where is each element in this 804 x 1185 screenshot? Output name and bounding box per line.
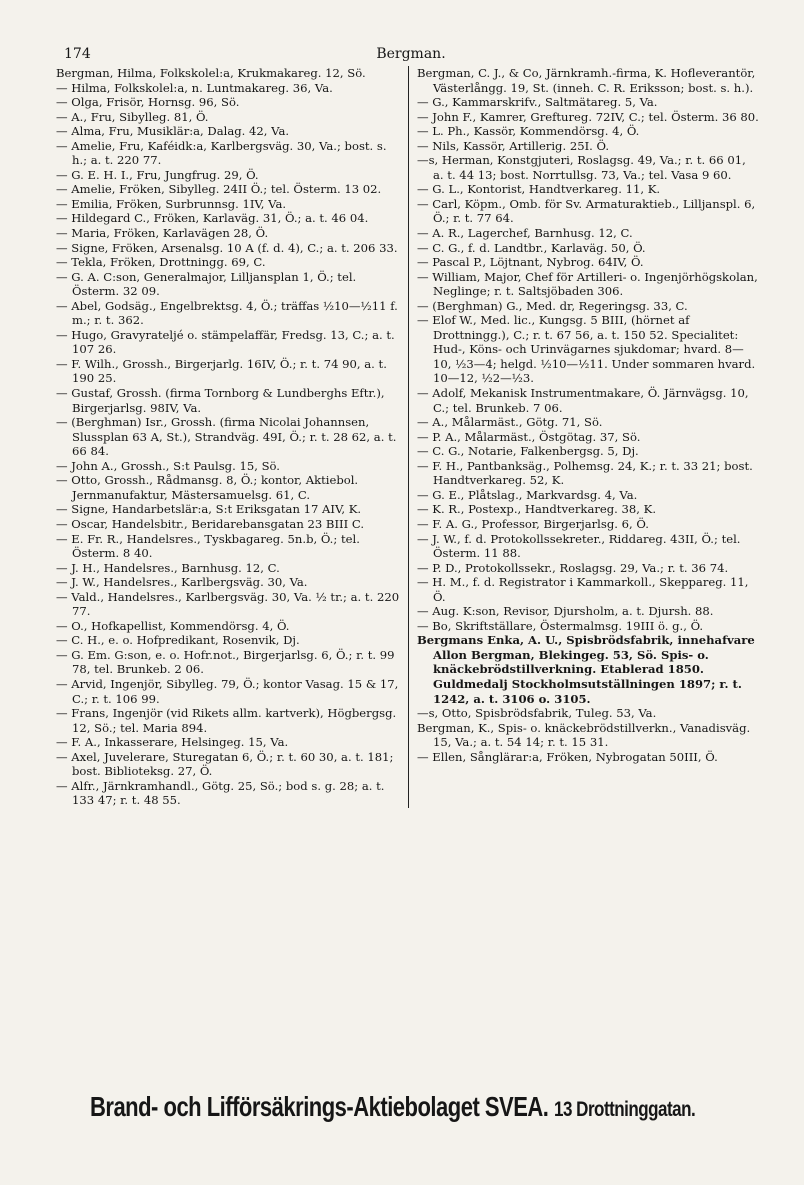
- directory-entry: — G. Em. G:son, e. o. Hofr.not., Birgerjarlsg. 6, Ö.; r. t. 99 78, tel. Brunkeb. 2 06.: [56, 647, 399, 677]
- left-column: [56, 66, 408, 808]
- directory-entry: — Signe, Fröken, Arsenalsg. 10 A (f. d. 4), C.; a. t. 206 33.: [56, 240, 398, 255]
- directory-entry: — G. E. H. I., Fru, Jungfrug. 29, Ö.: [56, 167, 259, 182]
- directory-entry: — K. R., Postexp., Handtverkareg. 38, K.: [417, 502, 657, 517]
- directory-entry: Bergman, K., Spis- o. knäckebrödstillverkn., Vanadisväg. 15, Va.; a. t. 54 14; r. t. 15 31.: [417, 720, 754, 750]
- directory-entry: — C. H., e. o. Hofpredikant, Rosenvik, Dj.: [56, 633, 300, 648]
- directory-entry: — Hilma, Folkskolel:a, n. Luntmakareg. 36, Va.: [56, 80, 333, 95]
- directory-entry: — Oscar, Handelsbitr., Beridarebansgatan 23 BIII C.: [56, 516, 365, 531]
- directory-entry: — Bo, Skriftställare, Östermalmsg. 19III ö. g., Ö.: [417, 618, 704, 633]
- directory-entry: — A. R., Lagerchef, Barnhusg. 12, C.: [417, 226, 633, 241]
- directory-entry: — J. W., Handelsres., Karlbergsväg. 30, Va.: [56, 575, 308, 590]
- directory-entry: — G. E., Plåtslag., Markvardsg. 4, Va.: [417, 487, 638, 502]
- directory-entry: — Adolf, Mekanisk Instrumentmakare, Ö. Järnvägsg. 10, C.; tel. Brunkeb. 7 06.: [417, 386, 753, 415]
- directory-entry: — F. A. G., Professor, Birgerjarlsg. 6, Ö.: [417, 516, 649, 531]
- directory-entry: — Abel, Godsäg., Engelbrektsg. 4, Ö.; träffas ½10—½11 f. m.; r. t. 362.: [56, 298, 402, 328]
- directory-entry: — Elof W., Med. lic., Kungsg. 5 BIII, (hörnet af Drottningg.), C.; r. t. 67 56, a. t. 150 52. Specialitet: Hud-, Köns- och Urinvägarnes sjukdomar; hvard. 8—10, ½3—4; helgd. ½10—½11. Under sommaren hvard. 10—12, ½2—½3.: [417, 313, 759, 386]
- directory-entry: — J. H., Handelsres., Barnhusg. 12, C.: [56, 560, 280, 575]
- directory-entry: — G. A. C:son, Generalmajor, Lilljansplan 1, Ö.; tel. Österm. 32 09.: [56, 269, 360, 299]
- directory-entry: — J. W., f. d. Protokollssekreter., Riddareg. 43II, Ö.; tel. Österm. 11 88.: [417, 531, 745, 561]
- footer-address: 13 Drottninggatan.: [554, 1097, 696, 1121]
- directory-entry: — Pascal P., Löjtnant, Nybrog. 64IV, Ö.: [417, 255, 644, 270]
- directory-entry: — P. A., Målarmäst., Östgötag. 37, Sö.: [417, 429, 641, 444]
- directory-entry: — Signe, Handarbetslär:a, S:t Eriksgatan 17 AIV, K.: [56, 502, 362, 517]
- right-column: [408, 66, 760, 808]
- directory-entry: — Alfr., Järnkramhandl., Götg. 25, Sö.; bod s. g. 28; a. t. 133 47; r. t. 48 55.: [56, 778, 389, 808]
- directory-entry: — John A., Grossh., S:t Paulsg. 15, Sö.: [56, 458, 280, 473]
- page-header: [56, 40, 766, 62]
- directory-entry: Bergman, C. J., & Co, Järnkramh.-firma, K. Hofleverantör, Västerlångg. 19, St. (inneh. C. R. Eriksson; bost. s. h.).: [417, 66, 759, 95]
- directory-entry: — Nils, Kassör, Artillerig. 25I. Ö.: [417, 138, 610, 153]
- directory-entry: — Gustaf, Grossh. (firma Tornborg & Lundberghs Eftr.), Birgerjarlsg. 98IV, Va.: [56, 386, 389, 415]
- directory-entry: — A., Målarmäst., Götg. 71, Sö.: [417, 415, 603, 430]
- directory-entry: — Vald., Handelsres., Karlbergsväg. 30, Va. ½ tr.; a. t. 220 77.: [56, 589, 403, 619]
- directory-entry: — Ellen, Sånglärar:a, Fröken, Nybrogatan 50III, Ö.: [417, 749, 718, 764]
- directory-entry: — F. A., Inkasserare, Helsingeg. 15, Va.: [56, 735, 289, 750]
- directory-entry: — G. L., Kontorist, Handtverkareg. 11, K.: [417, 182, 661, 197]
- directory-entry: — E. Fr. R., Handelsres., Tyskbagareg. 5n.b, Ö.; tel. Österm. 8 40.: [56, 531, 364, 561]
- directory-entry: — C. G., Notarie, Falkenbergsg. 5, Dj.: [417, 444, 639, 459]
- advertisement-footer: [90, 1091, 695, 1124]
- directory-entry: — (Berghman) G., Med. dr, Regeringsg. 33, C.: [417, 298, 688, 313]
- directory-columns: [56, 66, 766, 808]
- directory-entry: — Maria, Fröken, Karlavägen 28, Ö.: [56, 226, 269, 241]
- directory-entry: — O., Hofkapellist, Kommendörsg. 4, Ö.: [56, 618, 290, 633]
- directory-entry: — G., Kammarskrifv., Saltmätareg. 5, Va.: [417, 95, 658, 110]
- directory-entry: —s, Herman, Konstgjuteri, Roslagsg. 49, Va.; r. t. 66 01, a. t. 44 13; bost. Norrtullsg. 73, Va.; tel. Vasa 9 60.: [417, 153, 750, 182]
- directory-entry: — William, Major, Chef för Artilleri- o. Ingenjörhögskolan, Neglinge; r. t. Saltsjöbaden 306.: [417, 269, 762, 299]
- directory-entry: — Axel, Juvelerare, Sturegatan 6, Ö.; r. t. 60 30, a. t. 181; bost. Biblioteksg. 27, Ö.: [56, 749, 398, 779]
- directory-entry: — John F., Kamrer, Greftureg. 72IV, C.; tel. Österm. 36 80.: [417, 109, 759, 124]
- directory-entry: —s, Otto, Spisbrödsfabrik, Tuleg. 53, Va.: [417, 706, 657, 721]
- directory-entry: — Aug. K:son, Revisor, Djursholm, a. t. Djursh. 88.: [417, 604, 714, 619]
- directory-entry: — A., Fru, Sibylleg. 81, Ö.: [56, 109, 209, 124]
- directory-entry: Bergmans Enka, A. U., Spisbrödsfabrik, innehafvare Allon Bergman, Blekingeg. 53, Sö. Spis- o. knäckebrödstillverkning. Etablerad 1850. Guldmedalj Stockholmsutställningen 1897; r. t. 1242, a. t. 3106 o. 3105.: [417, 633, 759, 706]
- directory-entry: — Tekla, Fröken, Drottningg. 69, C.: [56, 255, 266, 270]
- footer-company: Brand- och Lifförsäkrings-Aktiebolaget SVEA.: [90, 1091, 549, 1123]
- page-number: 174: [64, 46, 91, 62]
- directory-entry: — Olga, Frisör, Hornsg. 96, Sö.: [56, 95, 240, 110]
- directory-entry: — Amelie, Fru, Kaféidk:a, Karlbergsväg. 30, Va.; bost. s. h.; a. t. 220 77.: [56, 138, 391, 168]
- directory-entry: — (Berghman) Isr., Grossh. (firma Nicolai Johannsen, Slussplan 63 A, St.), Strandväg. 49I, Ö.; r. t. 28 62, a. t. 66 84.: [56, 415, 401, 459]
- directory-entry: — C. G., f. d. Landtbr., Karlaväg. 50, Ö.: [417, 240, 646, 255]
- directory-entry: — Hildegard C., Fröken, Karlaväg. 31, Ö.; a. t. 46 04.: [56, 211, 369, 226]
- directory-entry: — Amelie, Fröken, Sibylleg. 24II Ö.; tel. Österm. 13 02.: [56, 182, 382, 197]
- directory-entry: — Carl, Köpm., Omb. för Sv. Armaturaktieb., Lilljanspl. 6, Ö.; r. t. 77 64.: [417, 196, 759, 226]
- directory-entry: — Alma, Fru, Musiklär:a, Dalag. 42, Va.: [56, 124, 290, 139]
- running-head: Bergman.: [376, 46, 446, 62]
- directory-entry: — Emilia, Fröken, Surbrunnsg. 1IV, Va.: [56, 196, 287, 211]
- directory-entry: — P. D., Protokollssekr., Roslagsg. 29, Va.; r. t. 36 74.: [417, 560, 729, 575]
- directory-entry: — F. H., Pantbanksäg., Polhemsg. 24, K.; r. t. 33 21; bost. Handtverkareg. 52, K.: [417, 458, 757, 488]
- directory-entry: — Hugo, Gravyrateljé o. stämpelaffär, Fredsg. 13, C.; a. t. 107 26.: [56, 327, 399, 357]
- directory-entry: — Arvid, Ingenjör, Sibylleg. 79, Ö.; kontor Vasag. 15 & 17, C.; r. t. 106 99.: [56, 676, 402, 706]
- directory-entry: — Otto, Grossh., Rådmansg. 8, Ö.; kontor, Aktiebol. Jernmanufaktur, Mästersamuelsg. 61, C.: [56, 473, 362, 502]
- directory-entry: — L. Ph., Kassör, Kommendörsg. 4, Ö.: [417, 124, 640, 139]
- directory-entry: Bergman, Hilma, Folkskolel:a, Krukmakareg. 12, Sö.: [56, 66, 366, 80]
- directory-entry: — F. Wilh., Grossh., Birgerjarlg. 16IV, Ö.; r. t. 74 90, a. t. 190 25.: [56, 356, 391, 386]
- directory-entry: — H. M., f. d. Registrator i Kammarkoll., Skeppareg. 11, Ö.: [417, 575, 753, 604]
- directory-entry: — Frans, Ingenjör (vid Rikets allm. kartverk), Högbergsg. 12, Sö.; tel. Maria 894.: [56, 706, 400, 735]
